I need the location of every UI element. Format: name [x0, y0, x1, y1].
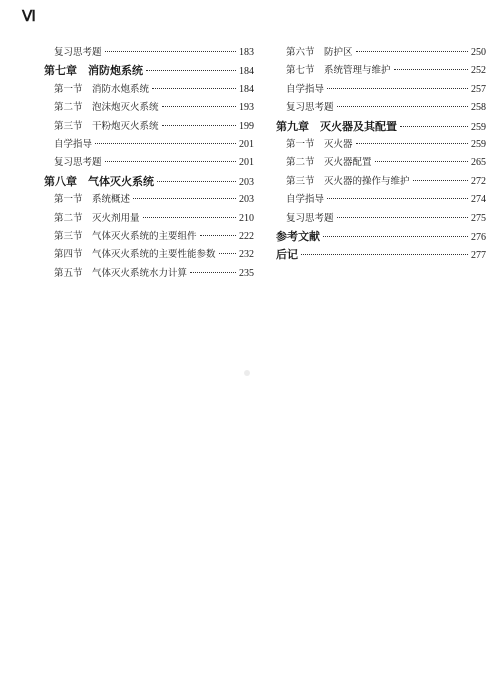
toc-entry-page: 222 [239, 230, 254, 242]
toc-entry-page: 203 [239, 194, 254, 206]
toc-entry [276, 99, 486, 117]
toc-entry-page: 201 [239, 138, 254, 150]
toc-entry-label: 第五节 气体灭火系统水力计算 [54, 267, 188, 279]
toc-entry [276, 44, 486, 62]
toc-entry [276, 191, 486, 209]
toc-entry [276, 173, 486, 191]
toc-chapter-entry [44, 62, 254, 80]
toc-entry-label: 复习思考题 [286, 102, 334, 114]
toc-entry-page: 257 [471, 83, 486, 95]
toc-entry [44, 210, 254, 228]
toc-entry-label: 第一节 消防水炮系统 [54, 83, 150, 95]
toc-entry-page: 265 [471, 157, 486, 169]
dot-leader [337, 217, 468, 218]
dot-leader [152, 88, 236, 89]
toc-entry-page: 259 [471, 121, 486, 133]
dot-leader [200, 235, 236, 236]
dot-leader [146, 70, 236, 71]
toc-entry-page: 232 [239, 249, 254, 261]
toc-entry-label: 第一节 灭火器 [286, 138, 353, 150]
toc-entry [44, 99, 254, 117]
dot-leader [219, 253, 236, 254]
toc-entry-label: 复习思考题 [54, 157, 102, 169]
toc-entry-label: 第六节 防护区 [286, 47, 353, 58]
dot-leader [143, 217, 236, 218]
dot-leader [327, 198, 468, 199]
toc-entry-label: 自学指导 [54, 138, 93, 150]
toc-entry-label: 第二节 灭火器配置 [286, 157, 372, 169]
toc-left-column [44, 44, 254, 283]
toc-entry-label: 第七章 消防炮系统 [44, 64, 143, 78]
toc-entry-label: 第八章 气体灭火系统 [44, 174, 154, 188]
dot-leader [105, 161, 236, 162]
toc-entry-label: 复习思考题 [54, 47, 102, 58]
toc-entry-label: 第九章 灭火器及其配置 [276, 119, 397, 133]
toc-entry-page: 274 [471, 194, 486, 206]
page-number: Ⅵ [22, 9, 36, 25]
dot-leader [301, 254, 468, 255]
toc-entry-label: 自学指导 [286, 194, 325, 206]
toc-entry-page: 193 [239, 102, 254, 114]
toc-entry-label: 第三节 气体灭火系统的主要组件 [54, 230, 197, 242]
toc-entry-page: 252 [471, 65, 486, 77]
toc-entry-label: 第一节 系统概述 [54, 194, 131, 206]
toc-entry-label: 第二节 灭火剂用量 [54, 212, 140, 224]
toc-chapter-entry [276, 228, 486, 246]
toc-entry-page: 201 [239, 157, 254, 169]
toc-entry [44, 136, 254, 154]
dot-leader [337, 106, 468, 107]
dot-leader [327, 88, 468, 89]
toc-entry-page: 184 [239, 83, 254, 95]
toc-entry-label: 第三节 灭火器的操作与维护 [286, 175, 410, 187]
toc-right-column [276, 44, 486, 265]
toc-entry-label: 参考文献 [276, 229, 320, 243]
dot-leader [394, 69, 468, 70]
toc-entry-page: 203 [239, 176, 254, 188]
toc-entry-page: 184 [239, 66, 254, 78]
toc-entry [276, 154, 486, 172]
toc-entry-label: 自学指导 [286, 83, 325, 95]
toc-entry-label: 复习思考题 [286, 212, 334, 224]
toc-entry-page: 277 [471, 250, 486, 262]
dot-leader [162, 106, 236, 107]
toc-entry [44, 228, 254, 246]
toc-entry-page: 235 [239, 267, 254, 279]
dot-leader [356, 51, 468, 52]
toc-entry-label: 第二节 泡沫炮灭火系统 [54, 102, 159, 114]
toc-entry-page: 258 [471, 102, 486, 114]
toc-entry [44, 118, 254, 136]
toc-entry-page: 259 [471, 138, 486, 150]
toc-entry-page: 199 [239, 120, 254, 132]
toc-entry [44, 246, 254, 264]
toc-entry-label: 第三节 干粉炮灭火系统 [54, 120, 159, 132]
toc-entry [44, 191, 254, 209]
dot-leader [375, 161, 468, 162]
toc-entry [44, 265, 254, 283]
dot-leader [413, 180, 468, 181]
toc-chapter-entry [44, 173, 254, 191]
dot-leader [162, 125, 236, 126]
toc-entry [276, 210, 486, 228]
toc-entry-label: 第四节 气体灭火系统的主要性能参数 [54, 249, 216, 261]
toc-entry [276, 62, 486, 80]
dot-leader [157, 181, 236, 182]
toc-entry-page: 250 [471, 47, 486, 58]
toc-entry-page: 276 [471, 231, 486, 243]
toc-chapter-entry [276, 118, 486, 136]
dot-leader [400, 126, 468, 127]
toc-chapter-entry [276, 246, 486, 264]
toc-entry-page: 210 [239, 212, 254, 224]
toc-entry [276, 136, 486, 154]
toc-entry-label: 第七节 系统管理与维护 [286, 65, 391, 77]
dot-leader [133, 198, 236, 199]
toc-entry [44, 44, 254, 62]
toc-entry-label: 后记 [276, 248, 298, 262]
toc-entry-page: 275 [471, 212, 486, 224]
dot-leader [190, 272, 236, 273]
dot-leader [95, 143, 236, 144]
toc-entry [44, 154, 254, 172]
toc-entry-page: 272 [471, 175, 486, 187]
dot-leader [323, 236, 468, 237]
toc-entry-page: 183 [239, 47, 254, 58]
toc-entry [276, 81, 486, 99]
dot-leader [105, 51, 236, 52]
scan-mark [244, 370, 250, 376]
dot-leader [356, 143, 468, 144]
toc-entry [44, 81, 254, 99]
